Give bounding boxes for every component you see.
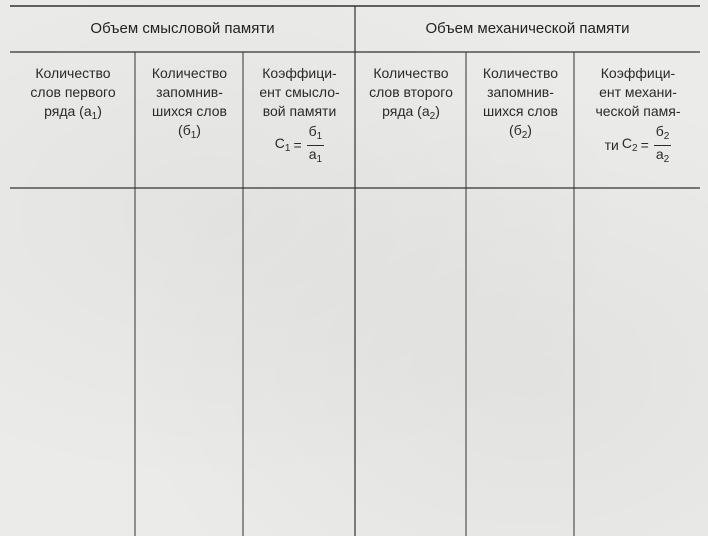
header-line: Коэффици- [600,65,676,81]
group-header-mechanical-label: Объем механической памяти [425,20,630,37]
fraction-denominator [654,146,672,168]
header-text: ряда (а [382,103,430,119]
column-header-remembered-words-1 [137,64,242,145]
header-line: запомнив- [156,84,223,100]
header-line: ент механи- [599,84,677,100]
subscript: 1 [316,131,323,142]
formula-equals: = [293,137,302,153]
subscript: 1 [190,130,197,141]
group-header-semantic [10,20,355,37]
header-text: ) [435,103,440,119]
subscript: 1 [91,111,98,122]
header-line: ент смысло- [259,84,340,100]
header-text: (б [509,122,522,138]
formula-c2 [576,123,700,168]
fraction-numerator [307,123,325,146]
formula-symbol: С [274,134,285,151]
subscript: 2 [521,130,528,141]
header-line [468,121,573,145]
header-text: ) [527,122,532,138]
formula-symbol: б [655,123,664,139]
column-header-words-second-row [357,64,465,126]
formula-symbol: С [621,134,632,151]
header-line [12,102,134,126]
header-line: шихся слов [483,103,558,119]
header-text: (б [178,122,191,138]
subscript: 2 [663,154,670,165]
header-line: Количество [151,65,228,81]
formula-fraction [307,123,325,168]
header-line: запомнив- [487,84,554,100]
header-line: Коэффици- [262,65,337,81]
formula-equals: = [640,137,649,153]
column-header-remembered-words-2 [468,64,573,145]
subscript: 2 [632,142,638,154]
header-text: ) [97,103,102,119]
formula-fraction [654,123,672,168]
header-line: вой памяти [262,103,337,119]
fraction-numerator [654,123,672,146]
formula-symbol: а [308,146,317,162]
subscript: 1 [284,142,291,154]
header-line: Количество [482,65,559,81]
group-header-mechanical [355,20,700,37]
header-line: слов второго [369,84,453,100]
column-header-semantic-coefficient [245,64,354,168]
formula-c1 [245,123,354,168]
header-line: ческой памя- [595,103,681,119]
header-line: Количество [35,65,111,81]
column-header-mechanical-coefficient [576,64,700,168]
header-line [137,121,242,145]
formula-lhs [622,134,638,158]
formula-symbol: а [655,146,664,162]
formula-lhs [275,134,291,158]
subscript: 1 [316,154,323,165]
formula-symbol: б [308,123,317,139]
header-line: слов первого [30,84,116,100]
header-text: ) [196,122,201,138]
header-line [357,102,465,126]
subscript: 2 [429,111,436,122]
formula-prefix: ти [604,137,619,153]
header-line: шихся слов [152,103,227,119]
header-line: Количество [373,65,449,81]
group-header-semantic-label: Объем смысловой памяти [90,20,275,37]
fraction-denominator [307,146,325,168]
column-header-words-first-row [12,64,134,126]
header-text: ряда (а [44,103,92,119]
subscript: 2 [663,131,670,142]
